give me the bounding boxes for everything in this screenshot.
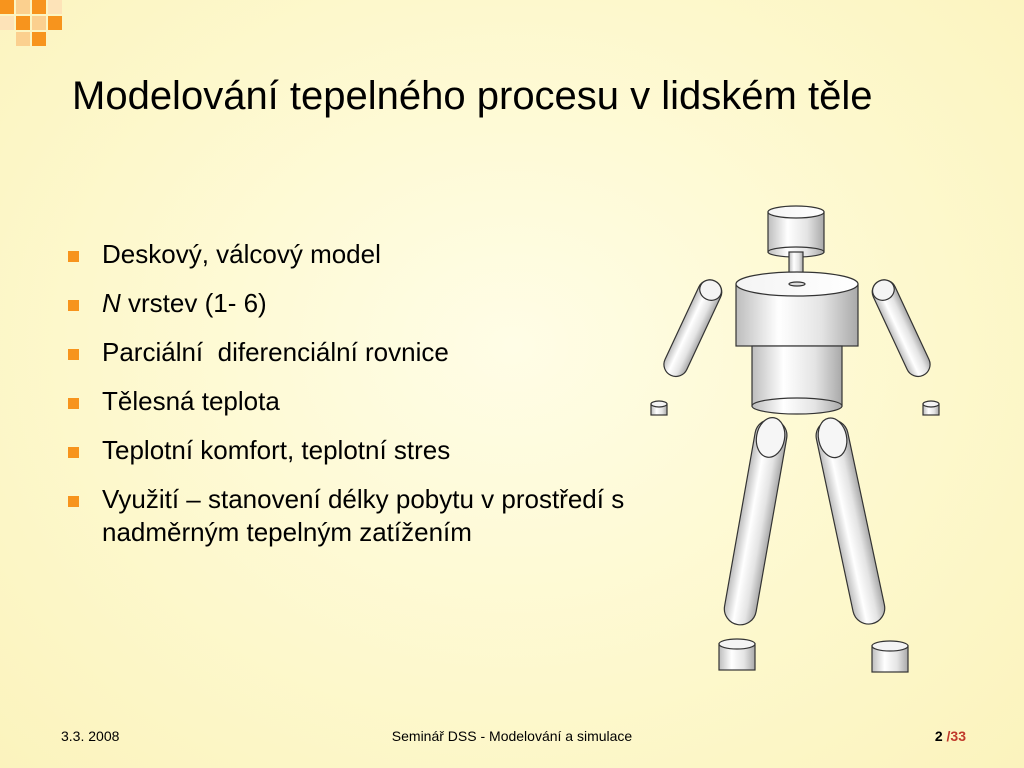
square-bullet-icon bbox=[68, 349, 79, 360]
bullet-text: Teplotní komfort, teplotní stres bbox=[102, 435, 451, 465]
bullet-text: Využití – stanovení délky pobytu v prostředí s nadměrným tepelným zatížením bbox=[102, 484, 625, 547]
bullet-italic-prefix: N bbox=[102, 288, 121, 318]
square-bullet-icon bbox=[68, 251, 79, 262]
page-total: 33 bbox=[950, 728, 966, 744]
bullet-text: Deskový, válcový model bbox=[102, 239, 381, 269]
bullet-text: Parciální diferenciální rovnice bbox=[102, 337, 449, 367]
page-current: 2 bbox=[934, 728, 943, 744]
bullet-item bbox=[66, 483, 626, 549]
bullet-item bbox=[66, 287, 626, 320]
square-bullet-icon bbox=[68, 447, 79, 458]
footer-title: Seminář DSS - Modelování a simulace bbox=[391, 728, 633, 744]
corner-decoration bbox=[0, 0, 80, 56]
page-number bbox=[935, 727, 966, 745]
bullet-text: vrstev (1- 6) bbox=[120, 288, 267, 318]
slide-title: Modelování tepelného procesu v lidském těle bbox=[72, 74, 873, 118]
bullet-item bbox=[66, 336, 626, 369]
square-bullet-icon bbox=[68, 300, 79, 311]
square-bullet-icon bbox=[68, 496, 79, 507]
bullet-item bbox=[66, 434, 626, 467]
footer-date: 3.3. 2008 bbox=[61, 728, 120, 744]
bullet-text: Tělesná teplota bbox=[102, 386, 280, 416]
square-bullet-icon bbox=[68, 398, 79, 409]
bullet-item bbox=[66, 385, 626, 418]
cylinder-human-body-model-icon bbox=[640, 200, 970, 680]
bullet-item bbox=[66, 238, 626, 271]
page-separator: / bbox=[942, 728, 951, 744]
bullet-list bbox=[66, 238, 626, 565]
